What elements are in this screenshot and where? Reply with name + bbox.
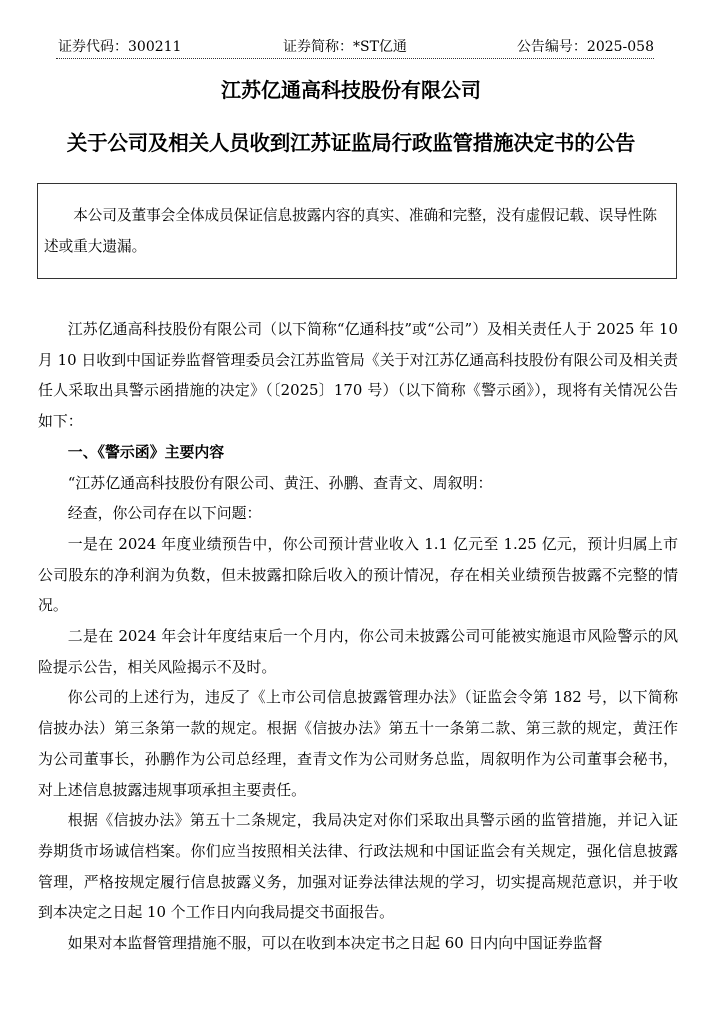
security-code: 证券代码：300211 [58, 39, 182, 55]
issue-two-paragraph: 二是在 2024 年会计年度结束后一个月内，你公司未披露公司可能被实施退市风险警示的风险提示公告，相关风险揭示不及时。 [38, 627, 678, 676]
document-body [38, 314, 678, 959]
appeal-paragraph: 如果对本监督管理措施不服，可以在收到本决定书之日起 60 日内向中国证券监督 [67, 934, 603, 953]
announcement-number: 公告编号：2025-058 [516, 39, 654, 55]
findings-intro: 经查，你公司存在以下问题： [67, 504, 262, 523]
intro-paragraph: 江苏亿通高科技股份有限公司（以下简称“亿通科技”或“公司”）及相关责任人于 2025 年 10 月 10 日收到中国证券监督管理委员会江苏监管局《关于对江苏亿通高科技股份有限公司及相关责任人采取出具警示函措施的决定》（〔2025〕170 号）（以下简称《警示函》），现将有关情况公告如下： [38, 320, 678, 431]
violation-paragraph: 你公司的上述行为，违反了《上市公司信息披露管理办法》（证监会令第 182 号，以下简称信披办法）第三条第一款的规定。根据《信披办法》第五十一条第二款、第三款的规定，黄汪作为公司董事长，孙鹏作为公司总经理，查青文作为公司财务总监，周叙明作为公司董事会秘书，对上述信息披露违规事项承担主要责任。 [38, 688, 678, 799]
document-header [56, 36, 654, 59]
security-abbreviation: 证券简称：*ST亿通 [283, 39, 407, 55]
disclosure-statement-box [37, 183, 677, 279]
notice-title: 关于公司及相关人员收到江苏证监局行政监管措施决定书的公告 [66, 131, 636, 155]
letter-addressees: “江苏亿通高科技股份有限公司、黄汪、孙鹏、查青文、周叙明： [67, 473, 493, 492]
disclosure-statement: 本公司及董事会全体成员保证信息披露内容的真实、准确和完整，没有虚假记载、误导性陈述或重大遗漏。 [44, 207, 657, 255]
section-heading: 一、《警示函》主要内容 [67, 442, 225, 461]
measures-paragraph: 根据《信披办法》第五十二条规定，我局决定对你们采取出具警示函的监管措施，并记入证券期货市场诚信档案。你们应当按照相关法律、行政法规和中国证监会有关规定，强化信息披露管理，严格按规定履行信息披露义务，加强对证券法律法规的学习，切实提高规范意识，并于收到本决定之日起 10 个工作日内向我局提交书面报告。 [38, 811, 678, 922]
issue-one-paragraph: 一是在 2024 年度业绩预告中，你公司预计营业收入 1.1 亿元至 1.25 亿元，预计归属上市公司股东的净利润为负数，但未披露扣除后收入的预计情况，存在相关业绩预告披露不完整的情况。 [38, 534, 678, 615]
company-title: 江苏亿通高科技股份有限公司 [221, 78, 481, 102]
